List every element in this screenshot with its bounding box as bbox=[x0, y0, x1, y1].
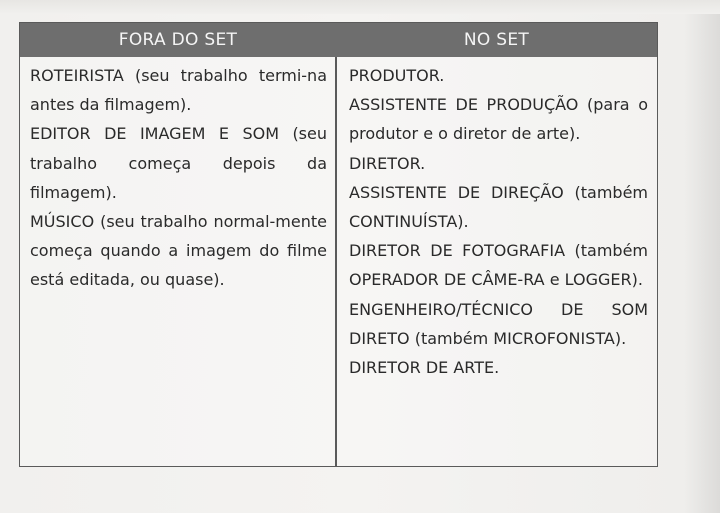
header-no-set: NO SET bbox=[463, 30, 530, 50]
table-header bbox=[20, 23, 657, 57]
column-divider bbox=[335, 57, 337, 466]
entry-musico: MÚSICO (seu trabalho normal-mente começa quando a imagem do filme está editada, ou quase). bbox=[30, 212, 327, 290]
entry-diretor-fotografia: DIRETOR DE FOTOGRAFIA (também OPERADOR DE CÂME-RA e LOGGER). bbox=[349, 241, 648, 290]
entry-assistente-producao: ASSISTENTE DE PRODUÇÃO (para o produtor e o diretor de arte). bbox=[349, 95, 648, 144]
crew-table bbox=[19, 22, 658, 467]
entry-roteirista: ROTEIRISTA (seu trabalho termi-na antes da filmagem). bbox=[30, 66, 327, 115]
entry-diretor: DIRETOR. bbox=[349, 153, 426, 173]
fora-do-set-column bbox=[30, 61, 327, 295]
entry-editor-imagem-som: EDITOR DE IMAGEM E SOM (seu trabalho começa depois da filmagem). bbox=[30, 124, 327, 202]
no-set-column bbox=[349, 61, 648, 382]
header-fora-do-set: FORA DO SET bbox=[118, 30, 238, 50]
page-top-edge bbox=[0, 0, 720, 14]
entry-diretor-arte: DIRETOR DE ARTE. bbox=[349, 358, 500, 378]
entry-assistente-direcao: ASSISTENTE DE DIREÇÃO (também CONTINUÍSTA). bbox=[349, 182, 648, 232]
entry-produtor: PRODUTOR. bbox=[349, 66, 445, 85]
entry-engenheiro-som: ENGENHEIRO/TÉCNICO DE SOM DIRETO (também MICROFONISTA). bbox=[349, 299, 648, 348]
